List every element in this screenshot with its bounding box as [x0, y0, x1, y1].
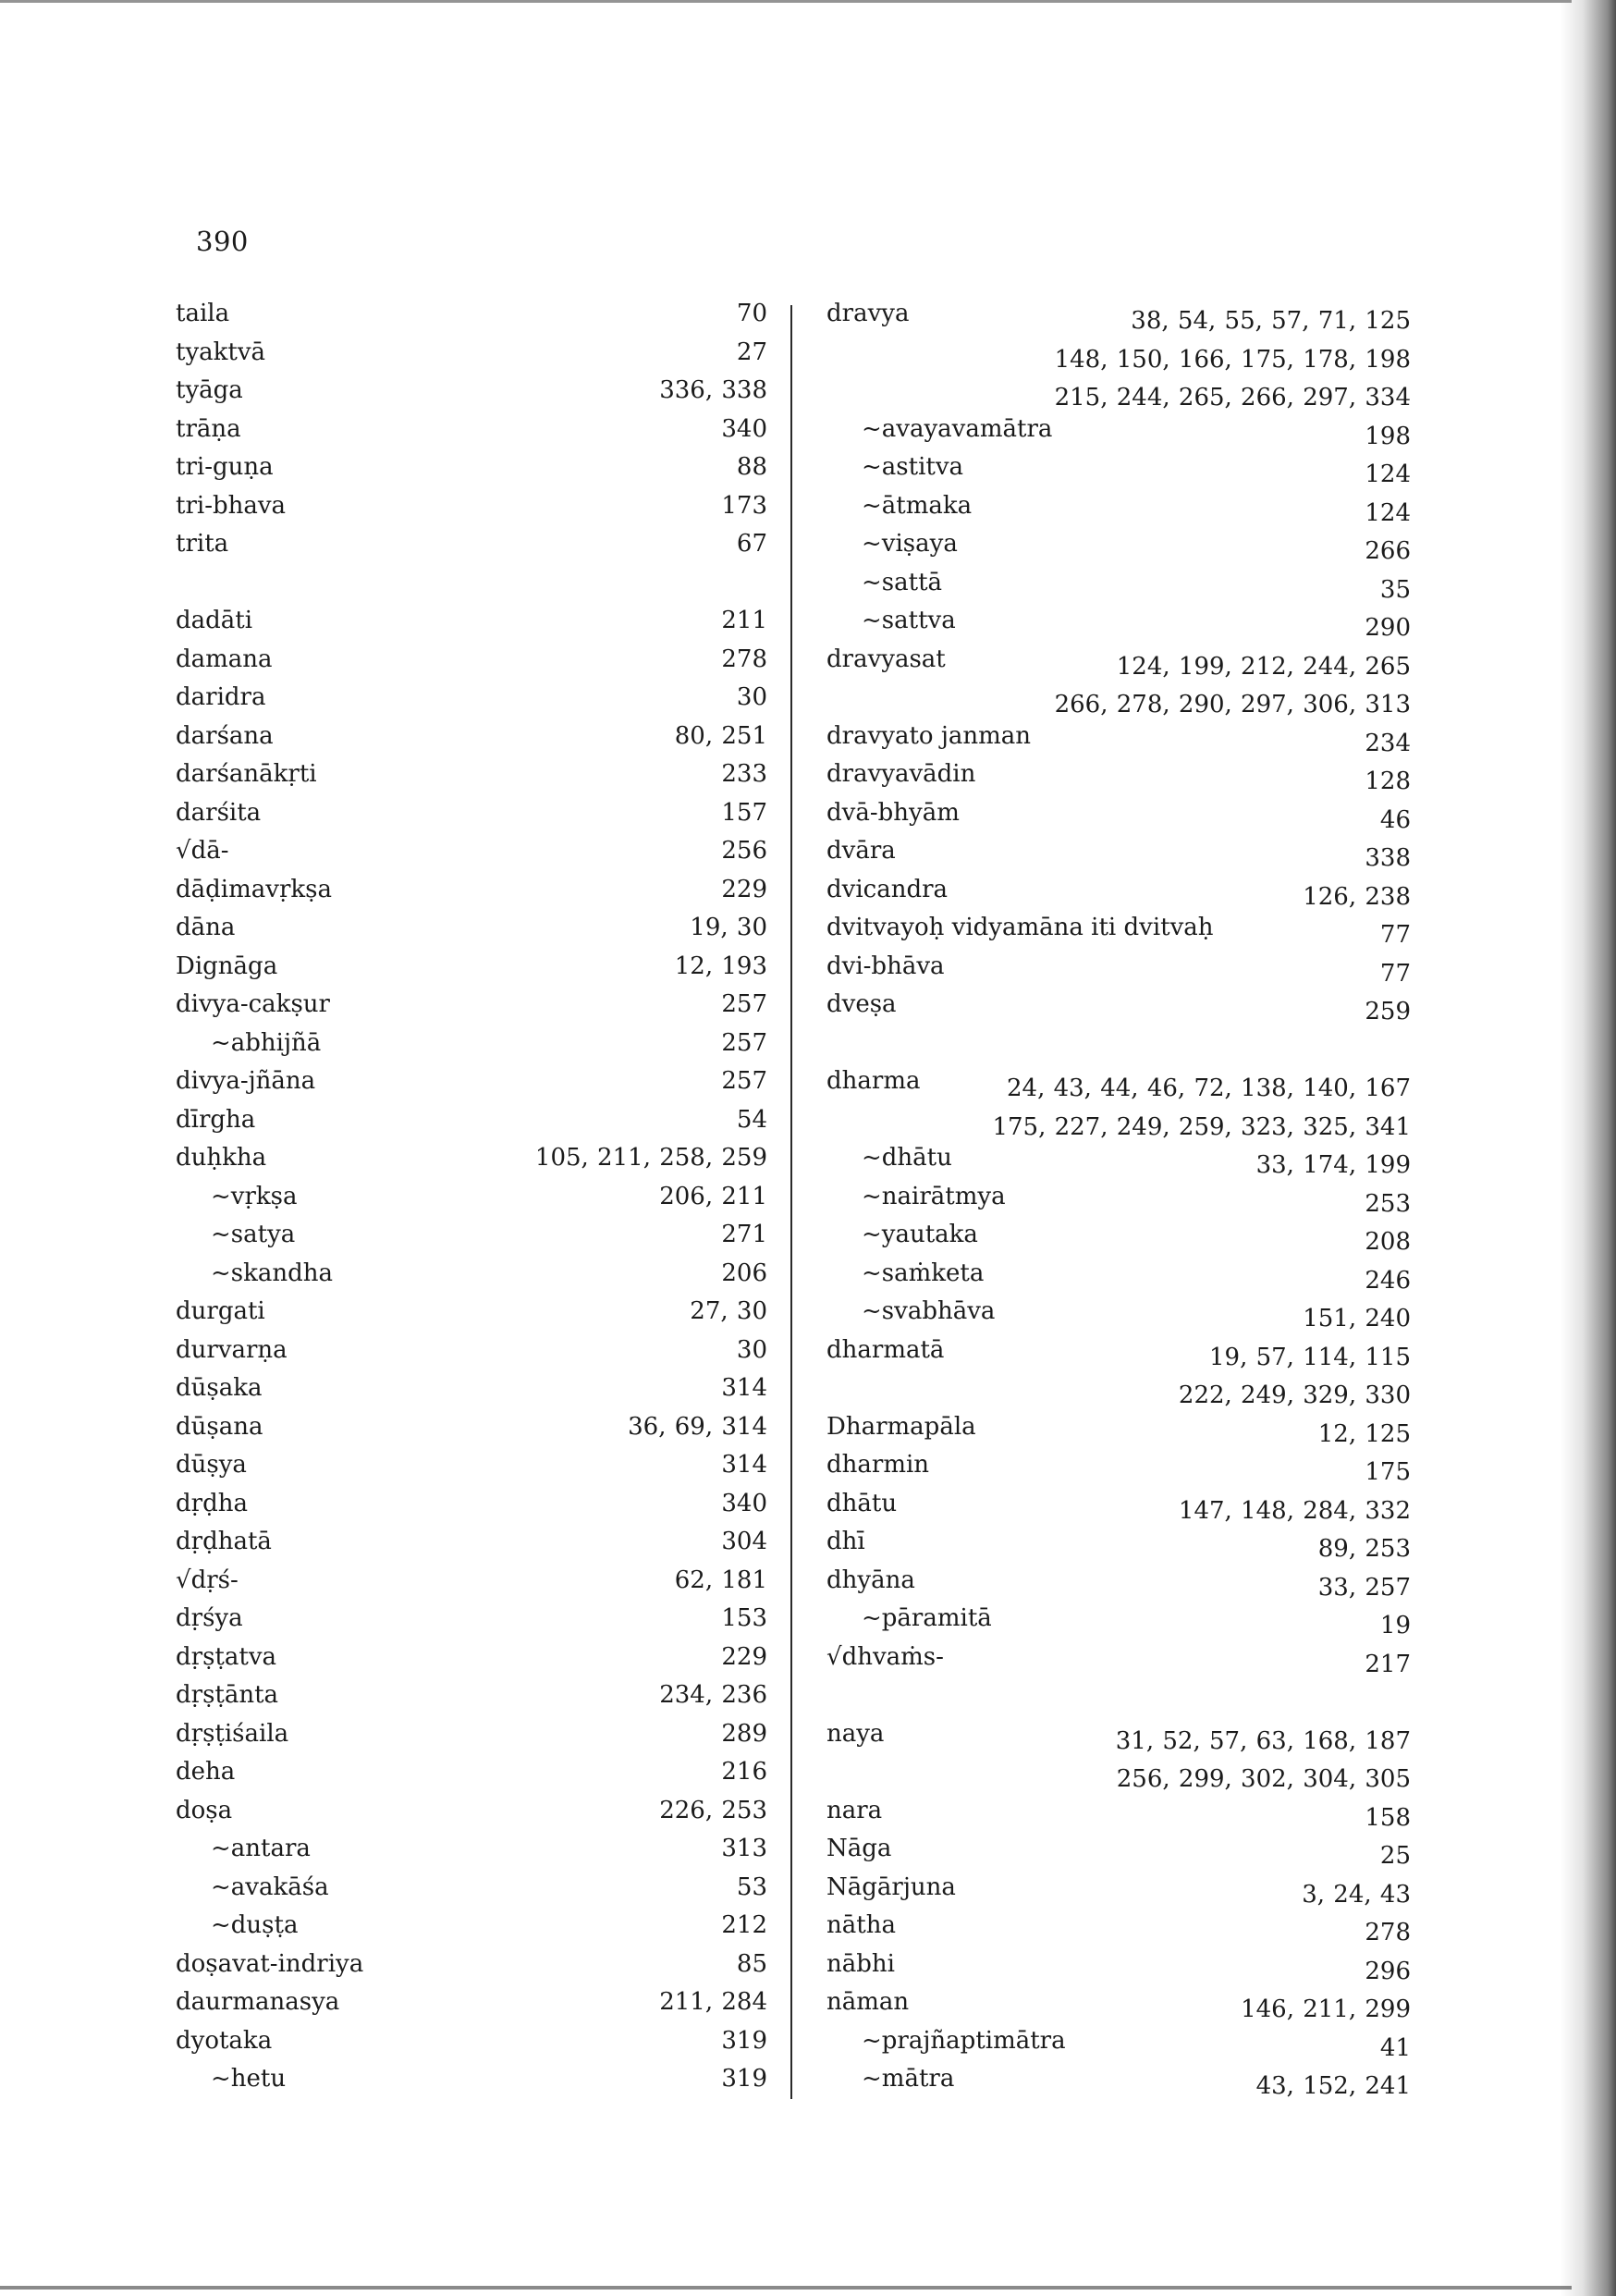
index-term: doṣavat-indriya: [176, 1949, 364, 1978]
index-subterm: ~sattā: [862, 568, 943, 596]
index-term: tyāga: [176, 376, 243, 404]
index-entry: [826, 989, 1411, 1028]
page-references: 211, 284: [659, 1988, 767, 2016]
index-entry: [176, 1105, 767, 1144]
page-number: 390: [196, 226, 249, 257]
index-term: Nāga: [826, 1835, 892, 1862]
index-entry: [826, 452, 1411, 491]
index-entry: [826, 338, 1411, 376]
index-term: dhātu: [826, 1489, 898, 1517]
index-entry: [176, 606, 767, 645]
page-references: 266: [1365, 537, 1411, 565]
index-entry: [176, 1642, 767, 1681]
page-references: 256, 299, 302, 304, 305: [1116, 1765, 1411, 1793]
index-gap: [826, 1028, 1411, 1067]
page-references: 233: [721, 760, 767, 788]
index-entry: [176, 1220, 767, 1259]
index-entry: [176, 2026, 767, 2065]
index-entry: [826, 1642, 1411, 1681]
index-entry: [826, 1872, 1411, 1911]
index-term: dīrgha: [176, 1105, 256, 1134]
index-entry: [826, 1373, 1411, 1412]
index-entry: [176, 1259, 767, 1297]
index-term: dravyasat: [826, 645, 946, 673]
column-divider: [790, 305, 792, 2099]
index-subterm: ~ātmaka: [862, 491, 973, 520]
index-term: dāna: [176, 914, 236, 941]
page-references: 19: [1379, 1612, 1411, 1639]
page-references: 257: [721, 1067, 767, 1095]
index-term: √dā-: [176, 837, 229, 865]
index-term: dvāra: [826, 837, 896, 865]
index-term: dveṣa: [826, 990, 897, 1018]
index-term: dadāti: [176, 607, 253, 634]
index-term: darśita: [176, 798, 262, 827]
index-subterm: ~saṁketa: [862, 1259, 985, 1287]
index-entry: [176, 1143, 767, 1182]
index-term: darśana: [176, 721, 274, 750]
page-references: 340: [721, 414, 767, 443]
index-entry: [176, 1949, 767, 1988]
page-references: 12, 125: [1317, 1419, 1411, 1448]
index-entry: [826, 759, 1411, 798]
index-subterm: ~avayavamātra: [862, 414, 1053, 443]
page-references: 30: [736, 683, 767, 711]
index-term: tri-guṇa: [176, 453, 274, 481]
page-references: 212: [721, 1911, 767, 1939]
index-term: dvicandra: [826, 875, 949, 903]
page-references: 278: [1365, 1919, 1411, 1946]
index-entry: [176, 836, 767, 875]
index-term: dravya: [826, 300, 910, 327]
index-subterm: ~yautaka: [862, 1221, 978, 1248]
index-term: Dignāga: [176, 952, 278, 980]
index-entry: [176, 2064, 767, 2103]
page-references: 89, 253: [1317, 1535, 1411, 1563]
index-term: dharmin: [826, 1451, 930, 1479]
page-references: 80, 251: [674, 721, 767, 750]
index-entry: [826, 414, 1411, 453]
index-entry: [176, 1527, 767, 1565]
index-subterm: ~prajñaptimātra: [862, 2026, 1066, 2055]
index-subterm: ~pāramitā: [862, 1604, 992, 1632]
page-references: 289: [721, 1719, 767, 1748]
page-references: 53: [736, 1872, 767, 1901]
index-subterm: ~hetu: [211, 2065, 287, 2093]
index-entry: [176, 375, 767, 414]
index-entry: [826, 1143, 1411, 1182]
page-references: 313: [721, 1835, 767, 1862]
page-references: 314: [721, 1451, 767, 1479]
page-references: 31, 52, 57, 63, 168, 187: [1115, 1726, 1411, 1755]
index-term: dhī: [826, 1528, 865, 1555]
index-term: daridra: [176, 683, 266, 711]
page-references: 257: [721, 1028, 767, 1057]
page-references: 211: [721, 607, 767, 634]
index-entry: [826, 1565, 1411, 1604]
index-entry: [176, 721, 767, 760]
index-subterm: ~mātra: [862, 2065, 955, 2093]
index-term: naya: [826, 1719, 885, 1748]
index-column-right: [826, 299, 1411, 2103]
index-entry: [826, 721, 1411, 760]
page-references: 314: [721, 1374, 767, 1402]
index-term: damana: [176, 645, 273, 673]
index-term: nābhi: [826, 1949, 895, 1978]
index-subterm: ~duṣṭa: [211, 1911, 299, 1939]
page-references: 257: [721, 990, 767, 1018]
index-entry: [826, 913, 1411, 952]
index-entry: [176, 913, 767, 952]
index-term: nara: [826, 1796, 883, 1824]
page-references: 41: [1379, 2033, 1411, 2062]
index-entry: [826, 1489, 1411, 1528]
index-term: trita: [176, 530, 229, 558]
index-term: trāṇa: [176, 414, 241, 443]
index-term: duḥkha: [176, 1144, 267, 1172]
index-subterm: ~astitva: [862, 453, 964, 481]
page-references: 217: [1365, 1650, 1411, 1678]
page-references: 338: [1365, 844, 1411, 872]
index-term: dṛṣṭiśaila: [176, 1719, 289, 1748]
index-entry: [826, 1757, 1411, 1796]
page-references: 43, 152, 241: [1255, 2072, 1411, 2100]
page-references: 36, 69, 314: [628, 1412, 767, 1441]
page-references: 173: [721, 491, 767, 520]
index-subterm: ~svabhāva: [862, 1297, 996, 1325]
page-references: 27: [736, 338, 767, 366]
index-entry: [826, 1296, 1411, 1335]
index-entry: [826, 1259, 1411, 1297]
page-references: 206, 211: [659, 1182, 767, 1210]
page-references: 259: [1365, 998, 1411, 1025]
page-references: 19, 30: [690, 914, 767, 941]
page-references: 304: [721, 1528, 767, 1555]
index-entry: [176, 1066, 767, 1105]
index-entry: [826, 1834, 1411, 1872]
page-references: 246: [1365, 1266, 1411, 1295]
index-subterm: ~vṛkṣa: [211, 1182, 298, 1210]
page-references: 148, 150, 166, 175, 178, 198: [1054, 345, 1411, 374]
index-term: √dhvaṁs-: [826, 1642, 944, 1671]
index-entry: [826, 1066, 1411, 1105]
index-entry: [826, 529, 1411, 568]
index-term: dharma: [826, 1067, 921, 1095]
page-references: 208: [1365, 1228, 1411, 1256]
index-entry: [826, 1796, 1411, 1835]
page-references: 54: [736, 1105, 767, 1134]
page-references: 27, 30: [690, 1297, 767, 1325]
index-entry: [826, 1527, 1411, 1565]
page-references: 215, 244, 265, 266, 297, 334: [1054, 384, 1411, 411]
index-subterm: ~nairātmya: [862, 1182, 1006, 1210]
page-references: 70: [736, 300, 767, 327]
index-entry: [826, 875, 1411, 914]
index-entry: [826, 1412, 1411, 1451]
page-references: 229: [721, 1642, 767, 1671]
index-entry: [176, 952, 767, 990]
page-references: 128: [1365, 767, 1411, 795]
index-entry: [826, 2064, 1411, 2103]
page-references: 290: [1365, 614, 1411, 642]
page-references: 266, 278, 290, 297, 306, 313: [1054, 691, 1411, 718]
index-entry: [176, 1335, 767, 1374]
page-references: 33, 174, 199: [1255, 1151, 1411, 1179]
index-term: divya-cakṣur: [176, 990, 330, 1018]
index-term: daurmanasya: [176, 1988, 340, 2016]
index-term: deha: [176, 1758, 236, 1786]
index-entry: [176, 1910, 767, 1949]
index-subterm: ~sattva: [862, 607, 956, 634]
index-entry: [826, 645, 1411, 683]
index-entry: [826, 1910, 1411, 1949]
page-references: 77: [1379, 959, 1411, 988]
page-references: 234: [1365, 729, 1411, 757]
index-entry: [176, 299, 767, 338]
index-entry: [826, 1987, 1411, 2026]
index-term: dūṣya: [176, 1451, 247, 1479]
page-references: 62, 181: [674, 1565, 767, 1594]
page-references: 33, 257: [1317, 1573, 1411, 1602]
index-gap: [176, 568, 767, 607]
index-entry: [826, 798, 1411, 837]
page-references: 340: [721, 1489, 767, 1517]
index-entry: [826, 1603, 1411, 1642]
index-entry: [826, 1335, 1411, 1374]
index-term: dūṣana: [176, 1412, 263, 1441]
index-term: dvi-bhāva: [826, 952, 945, 980]
page-references: 175: [1365, 1458, 1411, 1486]
index-term: doṣa: [176, 1796, 233, 1824]
scan-top-edge: [0, 0, 1572, 3]
index-entry: [826, 1182, 1411, 1221]
page-references: 234, 236: [659, 1681, 767, 1709]
index-subterm: ~satya: [211, 1221, 296, 1248]
index-term: dharmatā: [826, 1335, 945, 1364]
page-references: 85: [736, 1949, 767, 1978]
index-entry: [176, 798, 767, 837]
index-entry: [176, 1872, 767, 1911]
index-subterm: ~antara: [211, 1835, 311, 1862]
index-entry: [826, 299, 1411, 338]
index-term: dṛḍhatā: [176, 1528, 272, 1555]
index-entry: [826, 2026, 1411, 2065]
page-references: 256: [721, 837, 767, 865]
index-entry: [176, 338, 767, 376]
page-references: 38, 54, 55, 57, 71, 125: [1131, 307, 1411, 335]
index-entry: [826, 568, 1411, 607]
index-term: dvā-bhyām: [826, 798, 960, 827]
index-entry: [176, 1680, 767, 1719]
index-term: tyaktvā: [176, 338, 266, 366]
page-references: 77: [1379, 921, 1411, 949]
page-references: 278: [721, 645, 767, 673]
index-term: dāḍimavṛkṣa: [176, 875, 332, 903]
index-term: dvitvayoḥ vidyamāna iti dvitvaḥ: [826, 914, 1214, 941]
index-entry: [826, 1220, 1411, 1259]
page-references: 126, 238: [1303, 882, 1411, 911]
index-term: dravyavādin: [826, 760, 976, 788]
page-references: 124: [1365, 460, 1411, 488]
index-entry: [176, 682, 767, 721]
page-references: 271: [721, 1221, 767, 1248]
index-subterm: ~viṣaya: [862, 530, 958, 558]
page-references: 319: [721, 2065, 767, 2093]
index-entry: [826, 375, 1411, 414]
page-references: 206: [721, 1259, 767, 1287]
page-references: 336, 338: [659, 376, 767, 404]
index-term: divya-jñāna: [176, 1067, 316, 1095]
index-term: dravyato janman: [826, 721, 1032, 750]
index-entry: [176, 529, 767, 568]
page-references: 124, 199, 212, 244, 265: [1116, 652, 1411, 681]
index-entry: [176, 414, 767, 453]
index-term: nāman: [826, 1988, 910, 2016]
index-term: durgati: [176, 1297, 265, 1325]
index-term: Nāgārjuna: [826, 1872, 956, 1901]
index-entry: [826, 606, 1411, 645]
index-term: dyotaka: [176, 2026, 273, 2055]
page-references: 153: [721, 1604, 767, 1632]
page-references: 35: [1379, 575, 1411, 604]
page-references: 216: [721, 1758, 767, 1786]
index-entry: [176, 875, 767, 914]
index-term: nātha: [826, 1911, 896, 1939]
index-term: dṛṣṭānta: [176, 1681, 279, 1709]
page-references: 253: [1365, 1189, 1411, 1218]
index-column-left: [176, 299, 767, 2103]
index-term: durvarṇa: [176, 1335, 288, 1364]
index-term: tri-bhava: [176, 491, 287, 520]
index-entry: [176, 1412, 767, 1451]
index-subterm: ~dhātu: [862, 1144, 952, 1172]
index-term: taila: [176, 300, 230, 327]
index-entry: [176, 1182, 767, 1221]
page-references: 222, 249, 329, 330: [1178, 1381, 1411, 1409]
page-references: 319: [721, 2026, 767, 2055]
index-entry: [176, 1834, 767, 1872]
index-entry: [176, 1373, 767, 1412]
page-references: 226, 253: [659, 1796, 767, 1824]
index-entry: [176, 1565, 767, 1604]
page-references: 158: [1365, 1803, 1411, 1832]
page-references: 296: [1365, 1957, 1411, 1985]
index-subterm: ~avakāśa: [211, 1872, 329, 1901]
index-entry: [826, 1949, 1411, 1988]
index-entry: [176, 1603, 767, 1642]
index-entry: [826, 952, 1411, 990]
index-entry: [176, 1450, 767, 1489]
index-term: √dṛś-: [176, 1565, 239, 1594]
page-references: 157: [721, 798, 767, 827]
page-references: 3, 24, 43: [1302, 1880, 1411, 1909]
index-entry: [176, 1489, 767, 1528]
index-term: Dharmapāla: [826, 1412, 976, 1441]
index-gap: [826, 1680, 1411, 1719]
index-term: dhyāna: [826, 1565, 915, 1594]
index-entry: [826, 1450, 1411, 1489]
page-references: 46: [1379, 805, 1411, 834]
page-references: 105, 211, 258, 259: [534, 1144, 767, 1172]
index-entry: [826, 836, 1411, 875]
page-references: 146, 211, 299: [1241, 1995, 1411, 2023]
index-entry: [176, 452, 767, 491]
index-entry: [826, 682, 1411, 721]
page-references: 12, 193: [674, 952, 767, 980]
index-term: darśanākṛti: [176, 760, 317, 788]
page-references: 19, 57, 114, 115: [1208, 1343, 1411, 1371]
index-entry: [826, 1105, 1411, 1144]
page-references: 88: [736, 453, 767, 481]
page-references: 151, 240: [1303, 1305, 1411, 1332]
index-entry: [826, 491, 1411, 530]
index-term: dṛḍha: [176, 1489, 248, 1517]
index-term: dūṣaka: [176, 1374, 263, 1402]
index-entry: [176, 759, 767, 798]
index-entry: [826, 1719, 1411, 1758]
index-entry: [176, 1796, 767, 1835]
page-references: 24, 43, 44, 46, 72, 138, 140, 167: [1006, 1074, 1411, 1102]
page-references: 147, 148, 284, 332: [1178, 1496, 1411, 1525]
scan-bottom-edge: [0, 2286, 1572, 2290]
page-references: 67: [736, 530, 767, 558]
scan-binding-shadow: [1561, 0, 1616, 2296]
index-entry: [176, 1296, 767, 1335]
page-references: 175, 227, 249, 259, 323, 325, 341: [992, 1112, 1411, 1141]
index-entry: [176, 1719, 767, 1758]
index-subterm: ~skandha: [211, 1259, 334, 1287]
index-entry: [176, 1028, 767, 1067]
index-entry: [176, 645, 767, 683]
index-subterm: ~abhijñā: [211, 1028, 322, 1057]
index-term: dṛṣṭatva: [176, 1642, 277, 1671]
page-references: 124: [1365, 498, 1411, 527]
page-references: 25: [1379, 1842, 1411, 1870]
index-entry: [176, 1757, 767, 1796]
index-entry: [176, 989, 767, 1028]
page-references: 229: [721, 875, 767, 903]
index-term: dṛśya: [176, 1604, 243, 1632]
index-entry: [176, 491, 767, 530]
index-entry: [176, 1987, 767, 2026]
page-references: 30: [736, 1335, 767, 1364]
page-references: 198: [1365, 422, 1411, 450]
